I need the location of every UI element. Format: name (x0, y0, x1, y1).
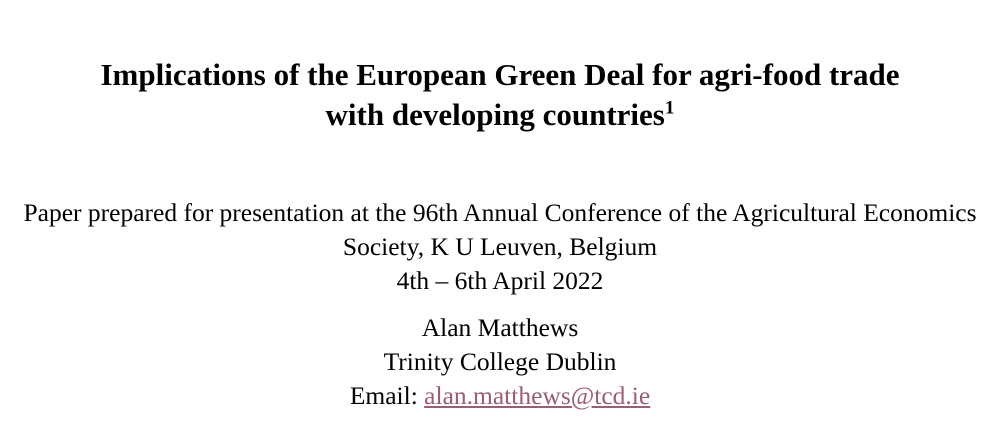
author-affiliation: Trinity College Dublin (383, 346, 617, 376)
title-footnote-marker: 1 (664, 97, 675, 119)
title-line-2-text: with developing countries (325, 96, 665, 132)
title-line-2 (28, 95, 972, 135)
title-line-1: Implications of the European Green Deal for agri-food trade (100, 57, 900, 92)
author-name: Alan Matthews (421, 313, 579, 342)
page-title (0, 55, 1000, 134)
email-label: Email: (349, 380, 425, 410)
conference-dates: 4th – 6th April 2022 (396, 265, 604, 295)
author-email-line (0, 379, 1000, 413)
author-block (0, 311, 1000, 413)
conference-block (0, 196, 1000, 298)
email-link[interactable]: alan.matthews@tcd.ie (424, 380, 651, 410)
conference-line-1: Paper prepared for presentation at the 96th Annual Conference of the Agricultural Economics (23, 198, 977, 227)
conference-line-2: Society, K U Leuven, Belgium (342, 231, 658, 261)
